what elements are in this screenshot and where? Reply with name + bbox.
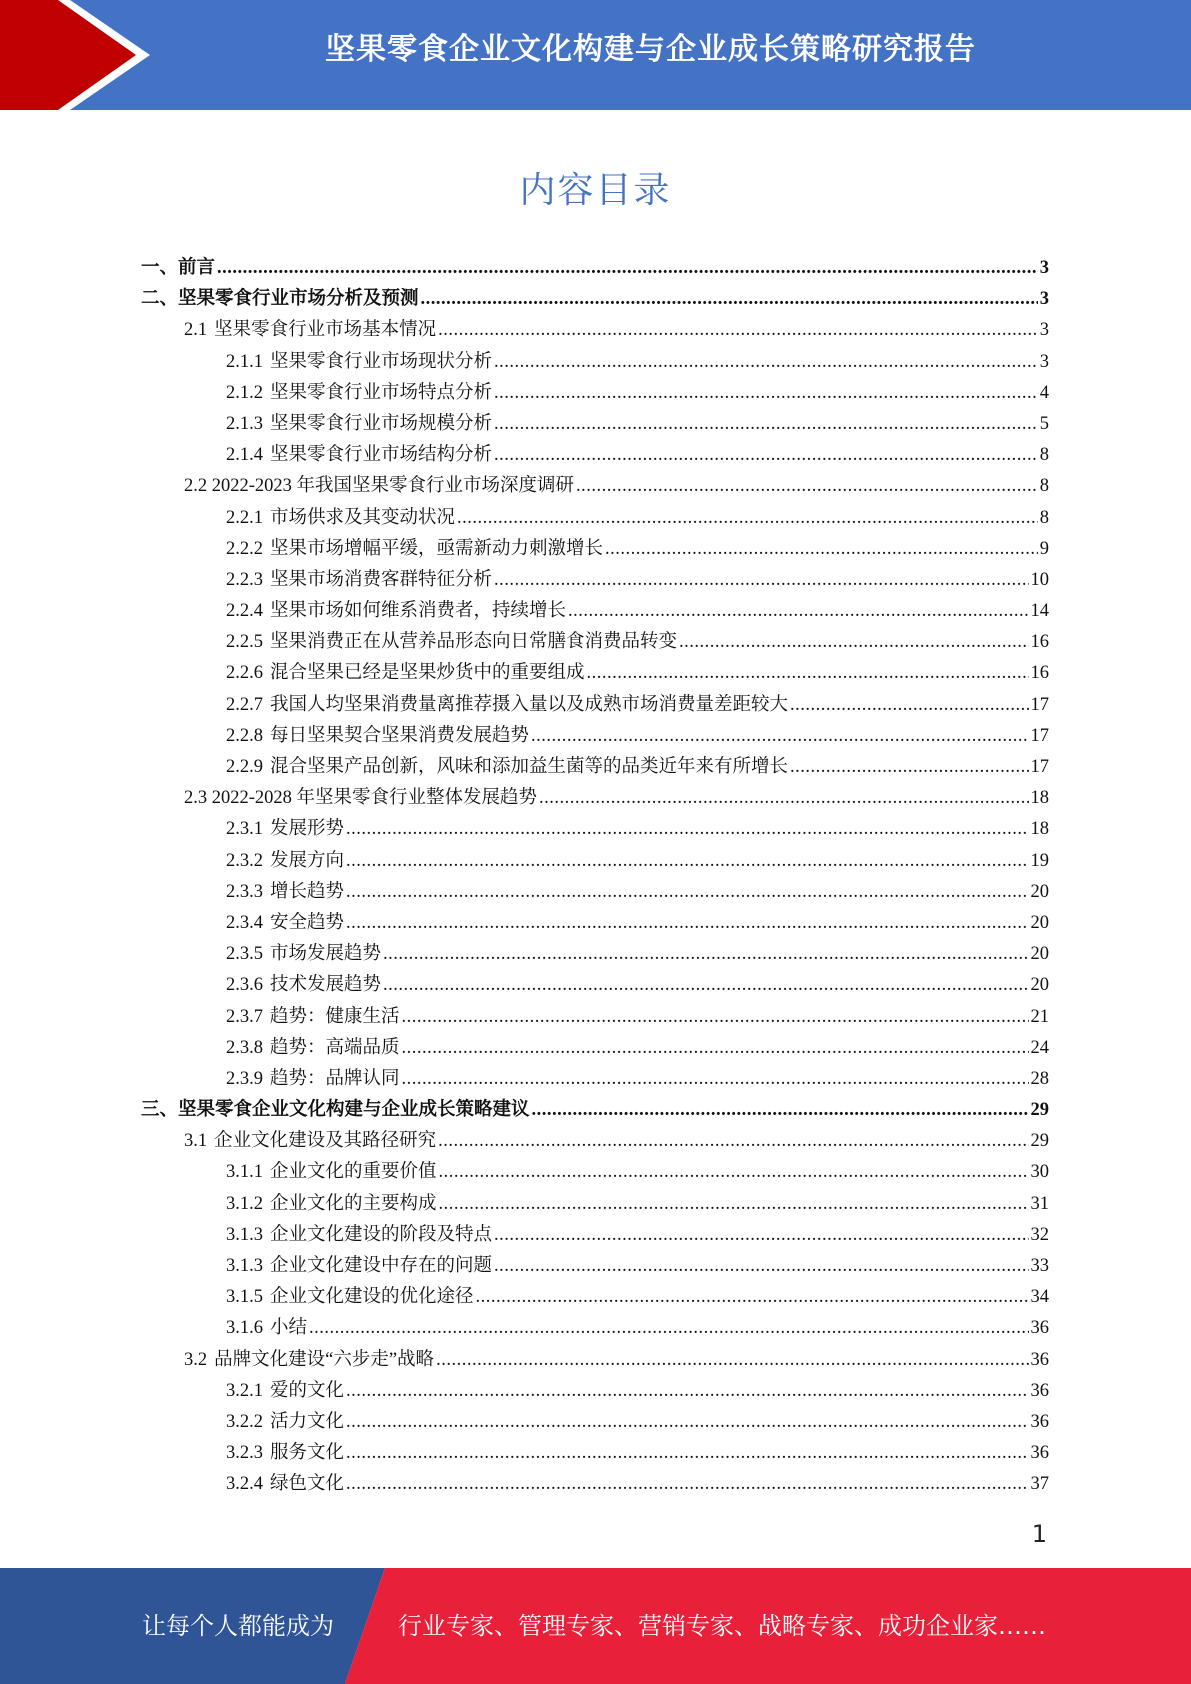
toc-entry-number: 3.1 [184,1131,208,1152]
toc-entry-title: 坚果零食行业市场结构分析 [270,445,493,466]
toc-entry-title: 服务文化 [270,1443,345,1464]
toc-entry-number: 3.1.3 [226,1256,263,1276]
toc-entry-title: 坚果市场消费客群特征分析 [270,569,493,590]
toc-entry-page: 20 [1030,944,1049,965]
toc-dot-leader [436,1345,1028,1376]
toc-dot-leader [494,409,1038,440]
toc-entry-number: 2.3.7 [226,1006,263,1027]
toc-entry[interactable] [141,627,1049,658]
toc-entry[interactable] [141,440,1049,471]
toc-entry[interactable] [141,1220,1049,1251]
toc-entry-title: 爱的文化 [270,1380,345,1401]
toc-dot-leader [457,503,1038,534]
toc-entry-title: 技术发展趋势 [270,975,382,996]
toc-entry-title: 趋势：高端品质 [270,1037,400,1058]
toc-entry-title: 坚果零食行业市场特点分析 [270,382,493,403]
toc-entry[interactable] [141,1189,1049,1220]
header-arrow-decoration [0,0,160,110]
toc-entry[interactable] [141,503,1049,534]
toc-entry[interactable] [141,284,1049,315]
toc-entry-page: 4 [1039,382,1049,403]
toc-dot-leader [790,690,1028,721]
toc-dot-leader [576,471,1038,502]
toc-entry[interactable] [141,939,1049,970]
toc-entry-number: 2.2.8 [226,725,263,746]
toc-entry-title: 绿色文化 [270,1474,345,1495]
toc-entry-page: 36 [1030,1443,1049,1464]
toc-entry-number: 2.3.3 [226,881,263,902]
toc-dot-leader [494,1220,1028,1251]
toc-entry-page: 20 [1030,912,1049,933]
footer-slogan-right: 行业专家、管理专家、营销专家、战略专家、成功企业家…… [398,1612,1046,1640]
toc-entry[interactable] [141,814,1049,845]
toc-entry[interactable] [141,315,1049,346]
toc-entry-number: 2.3.9 [226,1068,263,1089]
toc-entry-page: 20 [1030,975,1049,996]
toc-entry[interactable] [141,1064,1049,1095]
toc-entry-page: 34 [1030,1287,1049,1308]
toc-entry-title: 坚果零食行业市场规模分析 [270,413,493,434]
toc-entry[interactable] [141,409,1049,440]
toc-entry-page: 29 [1030,1100,1049,1121]
toc-entry[interactable] [141,471,1049,502]
toc-dot-leader [346,908,1028,939]
toc-entry-number: 3.2.1 [226,1380,263,1401]
toc-entry-title: 发展方向 [270,850,345,871]
toc-entry-number: 3.1.1 [226,1162,263,1183]
toc-entry-page: 37 [1030,1474,1049,1495]
table-of-contents [141,253,1049,1501]
toc-entry[interactable] [141,534,1049,565]
toc-entry-number: 2.3.4 [226,912,263,933]
toc-entry-number: 2.3.2 [226,850,263,871]
toc-entry-number: 3.1.3 [226,1224,263,1245]
toc-entry[interactable] [141,783,1049,814]
toc-entry-page: 18 [1030,819,1049,840]
toc-entry-page: 21 [1030,1006,1049,1027]
toc-entry-page: 36 [1030,1380,1049,1401]
toc-dot-leader [402,1033,1029,1064]
toc-entry-page: 33 [1030,1256,1049,1276]
toc-entry-number: 2.2.2 [226,538,263,559]
toc-entry-page: 17 [1030,757,1049,777]
toc-entry-number: 2.1.2 [226,382,263,403]
toc-dot-leader [587,658,1029,689]
toc-entry-title: 趋势：健康生活 [270,1006,400,1027]
toc-entry[interactable] [141,1345,1049,1376]
toc-entry-title: 企业文化建设中存在的问题 [270,1256,493,1276]
toc-dot-leader [531,721,1028,752]
toc-entry-page: 8 [1039,476,1049,497]
toc-entry-page: 30 [1030,1162,1049,1183]
toc-entry-page: 31 [1030,1193,1049,1214]
toc-entry-page: 18 [1030,788,1049,809]
toc-dot-leader [438,315,1038,346]
toc-entry-number: 3.2.4 [226,1474,263,1495]
toc-entry[interactable] [141,1282,1049,1313]
toc-entry-page: 10 [1030,569,1049,590]
toc-entry[interactable] [141,347,1049,378]
toc-entry-page: 32 [1030,1224,1049,1245]
toc-entry-page: 24 [1030,1037,1049,1058]
toc-dot-leader [494,565,1028,596]
toc-entry-page: 16 [1030,663,1049,684]
toc-entry[interactable] [141,596,1049,627]
toc-entry-page: 17 [1030,725,1049,746]
toc-entry-title: 活力文化 [270,1411,345,1432]
toc-entry-title: 品牌文化建设“六步走”战略 [214,1349,435,1370]
toc-entry-page: 20 [1030,881,1049,902]
toc-entry[interactable] [141,970,1049,1001]
toc-dot-leader [421,284,1038,315]
toc-dot-leader [476,1282,1029,1313]
toc-entry-title: 二、坚果零食行业市场分析及预测 [141,289,419,310]
toc-entry-page: 3 [1039,320,1049,341]
toc-entry-number: 3.2.3 [226,1443,263,1464]
toc-dot-leader [346,1438,1028,1469]
toc-entry-number: 3.1.5 [226,1287,263,1308]
toc-dot-leader [532,1095,1029,1126]
toc-entry-number: 3.1.2 [226,1193,263,1214]
toc-dot-leader [383,939,1028,970]
toc-entry[interactable] [141,253,1049,284]
toc-entry-page: 36 [1030,1318,1049,1339]
toc-entry-title: 企业文化建设的优化途径 [270,1287,474,1308]
toc-dot-leader [438,1126,1028,1157]
toc-entry-page: 19 [1030,850,1049,871]
toc-entry-page: 3 [1039,289,1049,310]
header-banner [0,0,1191,110]
toc-entry-page: 28 [1030,1068,1049,1089]
toc-dot-leader [790,752,1028,783]
toc-entry-page: 3 [1039,258,1049,278]
toc-entry-title: 企业文化的主要构成 [270,1193,437,1214]
toc-entry[interactable] [141,565,1049,596]
toc-dot-leader [309,1313,1028,1344]
toc-entry-number: 2.1.1 [226,351,263,372]
toc-entry-title: 一、前言 [141,258,216,278]
footer-banner [0,1568,1191,1684]
page-number: 1 [1031,1520,1047,1548]
toc-entry-title: 坚果零食行业市场基本情况 [214,320,437,341]
toc-entry[interactable] [141,690,1049,721]
toc-entry-title: 坚果市场增幅平缓，亟需新动力刺激增长 [270,538,604,559]
toc-entry-page: 9 [1039,538,1049,559]
toc-entry-title: 混合坚果已经是坚果炒货中的重要组成 [270,663,585,684]
toc-entry[interactable] [141,658,1049,689]
toc-entry[interactable] [141,1251,1049,1282]
toc-entry-page: 29 [1030,1131,1049,1152]
toc-dot-leader [494,440,1038,471]
toc-entry-number: 2.1.4 [226,445,263,466]
toc-entry[interactable] [141,1126,1049,1157]
toc-entry[interactable] [141,846,1049,877]
toc-entry-number: 2.1 [184,320,208,341]
toc-entry-title: 我国人均坚果消费量离推荐摄入量以及成熟市场消费量差距较大 [270,694,789,715]
toc-entry-title: 企业文化的重要价值 [270,1162,437,1183]
toc-entry-number: 2.3.6 [226,975,263,996]
toc-entry-title: 2.3 2022-2028 年坚果零食行业整体发展趋势 [184,788,538,809]
toc-entry-page: 36 [1030,1349,1049,1370]
toc-entry-number: 2.1.3 [226,413,263,434]
toc-dot-leader [346,846,1028,877]
report-title: 坚果零食企业文化构建与企业成长策略研究报告 [325,32,976,67]
toc-entry-title: 安全趋势 [270,912,345,933]
toc-entry-title: 增长趋势 [270,881,345,902]
toc-entry[interactable] [141,1033,1049,1064]
toc-entry-number: 2.3.1 [226,819,263,840]
toc-entry[interactable] [141,1376,1049,1407]
toc-entry-title: 企业文化建设的阶段及特点 [270,1224,493,1245]
toc-dot-leader [539,783,1028,814]
toc-entry-title: 坚果零食行业市场现状分析 [270,351,493,372]
toc-entry[interactable] [141,908,1049,939]
toc-dot-leader [605,534,1038,565]
toc-dot-leader [346,814,1028,845]
toc-entry-title: 2.2 2022-2023 年我国坚果零食行业市场深度调研 [184,476,575,497]
toc-entry[interactable] [141,877,1049,908]
toc-entry-page: 36 [1030,1411,1049,1432]
toc-entry[interactable] [141,721,1049,752]
toc-entry-title: 每日坚果契合坚果消费发展趋势 [270,725,530,746]
toc-entry-page: 14 [1030,601,1049,622]
toc-entry-number: 2.3.5 [226,944,263,965]
toc-dot-leader [402,1064,1029,1095]
toc-entry-title: 坚果消费正在从营养品形态向日常膳食消费品转变 [270,632,678,653]
toc-entry-page: 17 [1030,694,1049,715]
toc-entry-number: 2.2.6 [226,663,263,684]
toc-entry-number: 3.2 [184,1349,208,1370]
toc-entry-title: 发展形势 [270,819,345,840]
toc-entry-page: 8 [1039,507,1049,528]
toc-entry-page: 16 [1030,632,1049,653]
toc-dot-leader [402,1002,1029,1033]
toc-entry[interactable] [141,378,1049,409]
toc-dot-leader [346,1407,1028,1438]
toc-dot-leader [217,253,1038,284]
toc-entry-number: 3.2.2 [226,1411,263,1432]
toc-entry-number: 2.2.4 [226,601,263,622]
toc-entry-title: 坚果市场如何维系消费者，持续增长 [270,601,567,622]
toc-entry-number: 2.2.7 [226,694,263,715]
toc-entry-title: 趋势：品牌认同 [270,1068,400,1089]
footer-slogan-left: 让每个人都能成为 [142,1612,334,1640]
toc-entry[interactable] [141,1002,1049,1033]
toc-dot-leader [494,1251,1028,1282]
toc-heading: 内容目录 [519,170,672,211]
toc-entry-number: 3.1.6 [226,1318,263,1339]
toc-entry[interactable] [141,1438,1049,1469]
toc-entry[interactable] [141,1469,1049,1500]
toc-dot-leader [679,627,1028,658]
toc-entry-title: 市场发展趋势 [270,944,382,965]
toc-entry-number: 2.2.5 [226,632,263,653]
toc-entry[interactable] [141,1157,1049,1188]
toc-entry-title: 市场供求及其变动状况 [270,507,456,528]
toc-entry[interactable] [141,1313,1049,1344]
toc-dot-leader [383,970,1028,1001]
toc-entry-title: 混合坚果产品创新，风味和添加益生菌等的品类近年来有所增长 [270,757,789,777]
toc-entry-title: 企业文化建设及其路径研究 [214,1131,437,1152]
toc-dot-leader [346,1376,1028,1407]
toc-dot-leader [346,877,1028,908]
toc-entry[interactable] [141,752,1049,783]
toc-entry-number: 2.2.9 [226,757,263,777]
toc-entry[interactable] [141,1407,1049,1438]
toc-dot-leader [346,1469,1028,1500]
toc-dot-leader [439,1157,1029,1188]
toc-entry-number: 2.2.1 [226,507,263,528]
toc-entry-title: 小结 [270,1318,308,1339]
toc-dot-leader [494,378,1038,409]
toc-dot-leader [494,347,1038,378]
toc-entry-page: 5 [1039,413,1049,434]
toc-entry-page: 3 [1039,351,1049,372]
toc-dot-leader [439,1189,1029,1220]
toc-entry-number: 2.3.8 [226,1037,263,1058]
toc-entry-page: 8 [1039,445,1049,466]
toc-entry[interactable] [141,1095,1049,1126]
toc-entry-number: 2.2.3 [226,569,263,590]
toc-entry-title: 三、坚果零食企业文化构建与企业成长策略建议 [141,1100,530,1121]
toc-dot-leader [568,596,1028,627]
